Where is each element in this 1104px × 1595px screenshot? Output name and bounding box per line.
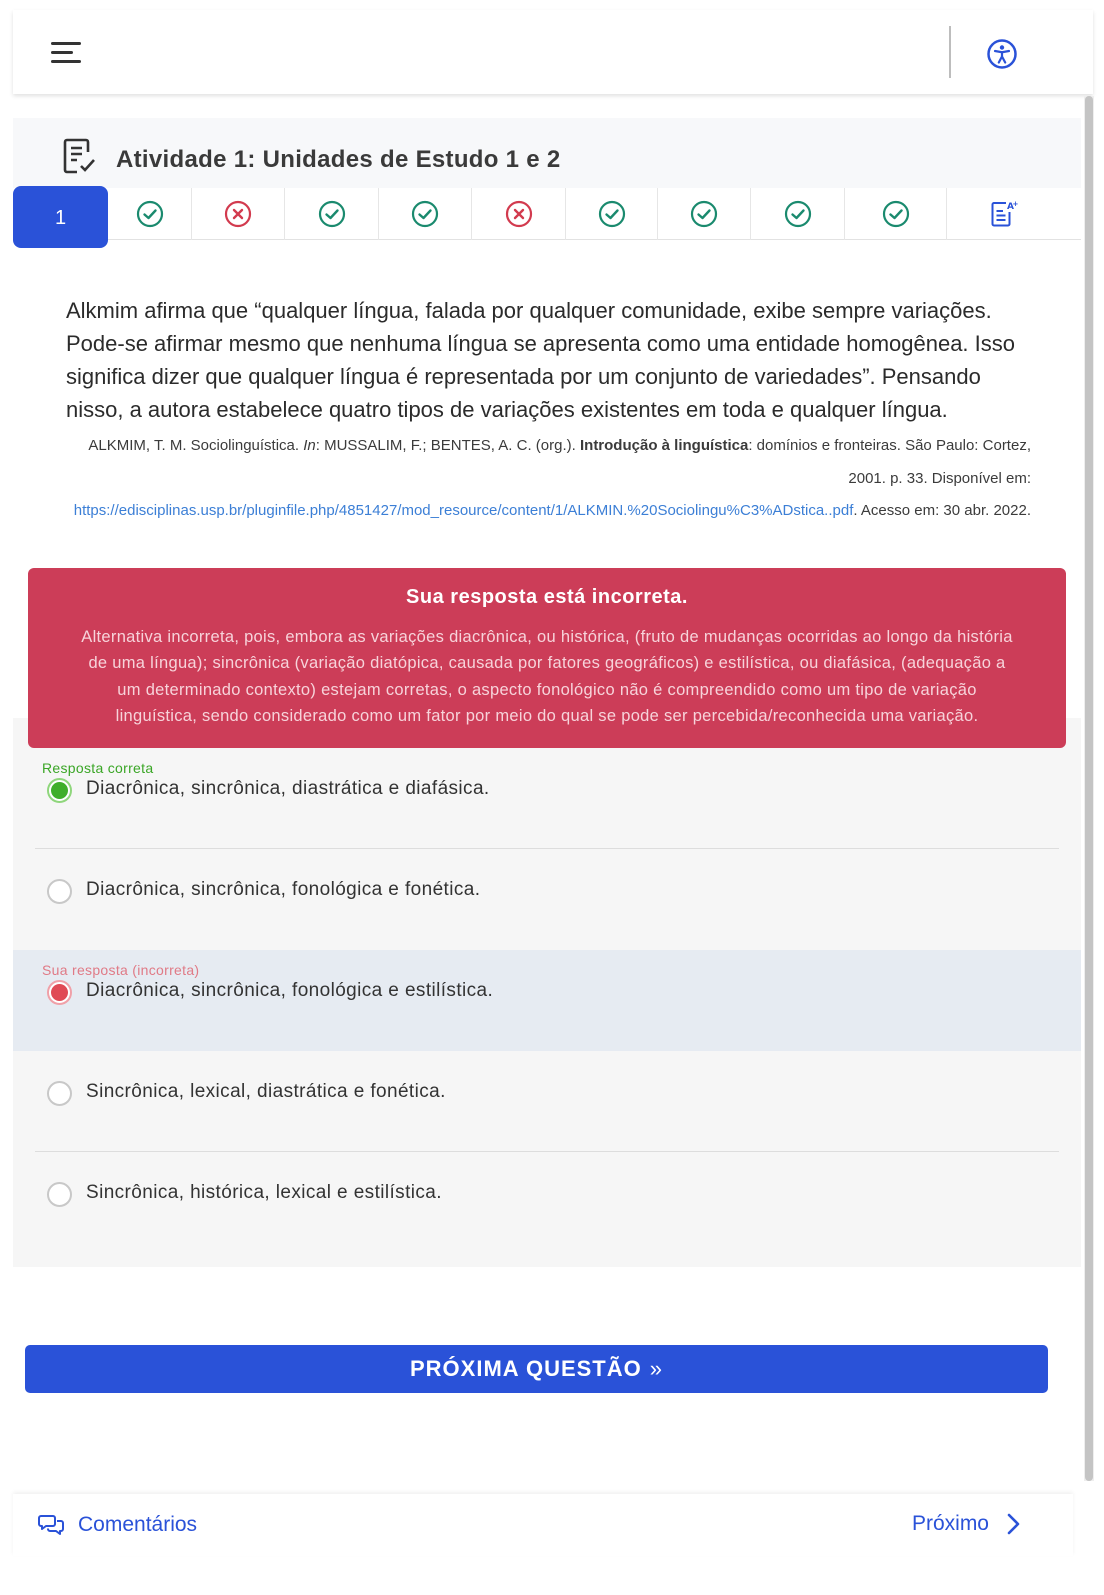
scrollbar-thumb[interactable] [1085, 96, 1093, 1481]
correct-answer-tag: Resposta correta [42, 759, 154, 776]
assignment-grade-icon [988, 200, 1019, 228]
option-label: Sincrônica, histórica, lexical e estilística. [86, 1181, 442, 1203]
citation-part3: : domínios e fronteiras. São Paulo: Cortez, 2001. p. 33. Disponível em: [748, 437, 1031, 487]
comments-icon [38, 1512, 64, 1538]
feedback-body: Alternativa incorreta, pois, embora as variações diacrônica, ou histórica, (fruto de mudanças ocorridas ao longo da história de uma língua); sincrônica (variação diatópica, causada por fatores geográficos) e estilística, ou diafásica, (adequação a um determinado contexto) estejam corretas, o aspecto fonológico não é compreendido como um tipo de variação linguística, sendo considerado como um fator por meio do qual se pode ser percebida/reconhecida uma variação. [81, 627, 1013, 725]
check-circle-icon [318, 200, 346, 228]
citation-in: In [303, 437, 316, 454]
feedback-box [28, 568, 1066, 748]
main-content [13, 118, 1081, 1381]
question-nav-item-wrong[interactable] [472, 188, 566, 240]
option-label: Diacrônica, sincrônica, fonológica e estilística. [86, 979, 494, 1001]
accessibility-icon[interactable] [986, 38, 1018, 70]
x-circle-icon [224, 200, 252, 228]
chevron-right-icon [1003, 1512, 1023, 1536]
question-nav-summary[interactable] [947, 188, 1057, 240]
check-circle-icon [690, 200, 718, 228]
citation [66, 430, 1031, 528]
question-nav-item-correct[interactable] [379, 188, 472, 240]
question-nav-item-correct[interactable] [658, 188, 751, 240]
citation-part4: . Acesso em: 30 abr. 2022. [853, 502, 1031, 519]
radio-unselected[interactable] [47, 879, 72, 904]
svg-text:+: + [1012, 200, 1019, 208]
question-text: Alkmim afirma que “qualquer língua, falada por qualquer comunidade, exibe sempre variações. Pode-se afirmar mesmo que nenhuma língua se apresenta como uma entidade homogênea. Isso significa dizer que qualquer língua é representada por um conjunto de variedades”. Pensando nisso, a autora estabelece quatro tipos de variações existentes em toda e qualquer língua. [66, 298, 1016, 422]
question-nav-item-correct[interactable] [108, 188, 192, 240]
check-circle-icon [784, 200, 812, 228]
option-item[interactable] [13, 849, 1081, 950]
question-nav-item-correct[interactable] [285, 188, 379, 240]
comments-button[interactable] [38, 1512, 197, 1538]
feedback-title: Sua resposta está incorreta. [406, 585, 688, 608]
activity-header [13, 118, 1081, 188]
option-item[interactable] [13, 1152, 1081, 1253]
question-nav-current[interactable] [13, 186, 108, 248]
topbar-divider [949, 26, 951, 78]
check-circle-icon [136, 200, 164, 228]
radio-unselected[interactable] [47, 1081, 72, 1106]
option-selected-wrong[interactable] [13, 950, 1081, 1051]
radio-correct[interactable] [47, 778, 72, 803]
x-circle-icon [505, 200, 533, 228]
citation-book-title: Introdução à linguística [579, 437, 749, 454]
activity-title: Atividade 1: Unidades de Estudo 1 e 2 [116, 146, 561, 173]
comments-label: Comentários [78, 1513, 198, 1536]
check-circle-icon [411, 200, 439, 228]
next-label: Próximo [911, 1512, 989, 1535]
wrong-answer-tag: Sua resposta (incorreta) [42, 961, 200, 978]
radio-selected-wrong[interactable] [47, 980, 72, 1005]
answer-options [13, 718, 1081, 1267]
question-nav-item-correct[interactable] [566, 188, 658, 240]
option-label: Sincrônica, lexical, diastrática e fonética. [86, 1080, 446, 1102]
option-label: Diacrônica, sincrônica, fonológica e fonética. [86, 878, 481, 900]
option-correct-answer[interactable] [13, 748, 1081, 849]
question-nav-current-number: 1 [54, 206, 67, 229]
scrollbar[interactable] [1084, 96, 1094, 1481]
hamburger-menu-icon[interactable] [51, 40, 81, 66]
check-circle-icon [882, 200, 910, 228]
citation-part1: ALKMIM, T. M. Sociolinguística. [88, 437, 304, 454]
question-nav-item-correct[interactable] [751, 188, 845, 240]
double-chevron-right-icon: » [649, 1356, 663, 1381]
citation-link[interactable]: https://edisciplinas.usp.br/pluginfile.php/4851427/mod_resource/content/1/ALKMIN.%20Sociolingu%C3%ADstica..pdf [73, 502, 854, 519]
bottom-bar [13, 1494, 1073, 1556]
citation-part2: : MUSSALIM, F.; BENTES, A. C. (org.). [315, 437, 580, 454]
top-bar [13, 10, 1093, 94]
question-body [13, 240, 1081, 528]
svg-text:A: A [1007, 202, 1014, 212]
check-circle-icon [598, 200, 626, 228]
question-nav-item-wrong[interactable] [192, 188, 285, 240]
assignment-check-icon [63, 138, 97, 174]
question-nav-item-correct[interactable] [845, 188, 947, 240]
next-question-button[interactable] [25, 1345, 1048, 1393]
question-navigator [13, 188, 1081, 240]
option-item[interactable] [13, 1051, 1081, 1152]
next-question-label: PRÓXIMA QUESTÃO [409, 1356, 642, 1381]
radio-unselected[interactable] [47, 1182, 72, 1207]
option-label: Diacrônica, sincrônica, diastrática e diafásica. [86, 777, 490, 799]
next-button[interactable] [912, 1512, 1023, 1536]
